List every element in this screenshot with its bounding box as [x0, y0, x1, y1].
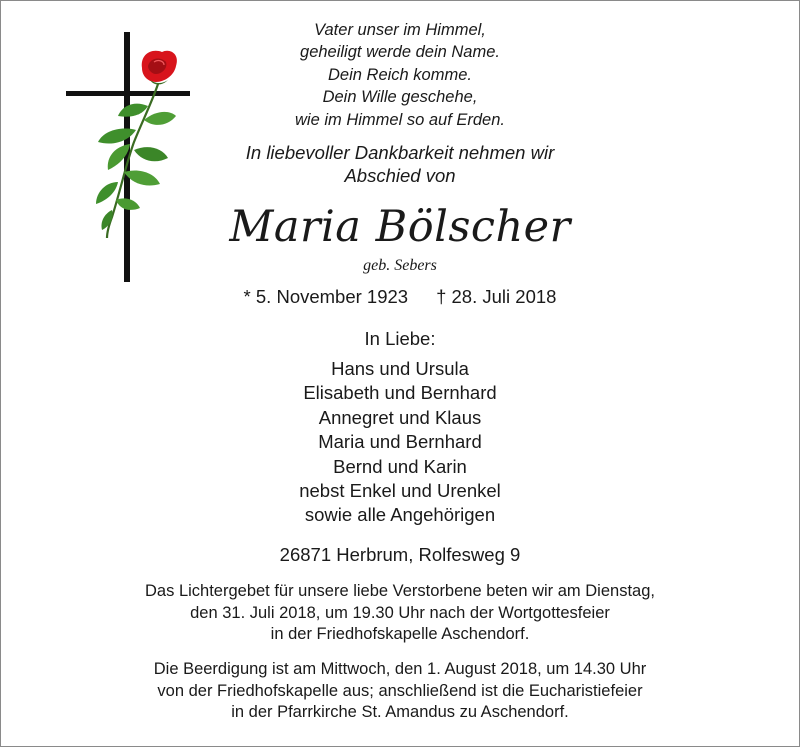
- mourner-entry: Bernd und Karin: [333, 455, 467, 477]
- prayer-line: Dein Reich komme.: [328, 65, 472, 84]
- mourners-list: [0, 357, 800, 528]
- prayer-service-info: [0, 581, 800, 646]
- mourner-entry: Elisabeth und Bernhard: [303, 382, 497, 404]
- funeral-info-line: Die Beerdigung ist am Mittwoch, den 1. August 2018, um 14.30 Uhr: [153, 660, 647, 678]
- intro-line: In liebevoller Dankbarkeit nehmen wir: [245, 142, 555, 163]
- funeral-info-line: von der Friedhofskapelle aus; anschließend ist die Eucharistiefeier: [157, 681, 643, 700]
- mourners-address: 26871 Herbrum, Rolfesweg 9: [279, 544, 521, 565]
- mourner-entry: Hans und Ursula: [331, 358, 469, 379]
- funeral-info: [0, 659, 800, 724]
- mourner-entry: nebst Enkel und Urenkel: [299, 480, 501, 502]
- mourners-heading: In Liebe:: [364, 328, 436, 349]
- prayer-info-line: in der Friedhofskapelle Aschendorf.: [270, 625, 530, 643]
- life-dates: [0, 285, 800, 309]
- prayer-info-line: den 31. Juli 2018, um 19.30 Uhr nach der Wortgottesfeier: [190, 603, 610, 622]
- prayer-info-line: Das Lichtergebet für unsere liebe Verstorbene beten wir am Dienstag,: [145, 582, 655, 600]
- death-date: † 28. Juli 2018: [436, 286, 557, 307]
- funeral-info-line: in der Pfarrkirche St. Amandus zu Aschendorf.: [231, 703, 569, 721]
- prayer-line: Vater unser im Himmel,: [314, 21, 486, 39]
- intro-line: Abschied von: [344, 165, 456, 186]
- farewell-intro: [0, 141, 800, 187]
- prayer-line: Dein Wille geschehe,: [322, 88, 478, 107]
- deceased-name: Maria Bölscher: [229, 202, 571, 252]
- mourner-entry: Annegret und Klaus: [318, 406, 482, 428]
- prayer-line: geheiligt werde dein Name.: [300, 43, 500, 62]
- birth-date: * 5. November 1923: [243, 286, 409, 307]
- maiden-name: geb. Sebers: [363, 257, 437, 274]
- mourner-entry: Maria und Bernhard: [318, 431, 482, 453]
- prayer-line: wie im Himmel so auf Erden.: [295, 110, 505, 129]
- mourner-entry: sowie alle Angehörigen: [304, 504, 496, 526]
- prayer-verse: [0, 19, 800, 131]
